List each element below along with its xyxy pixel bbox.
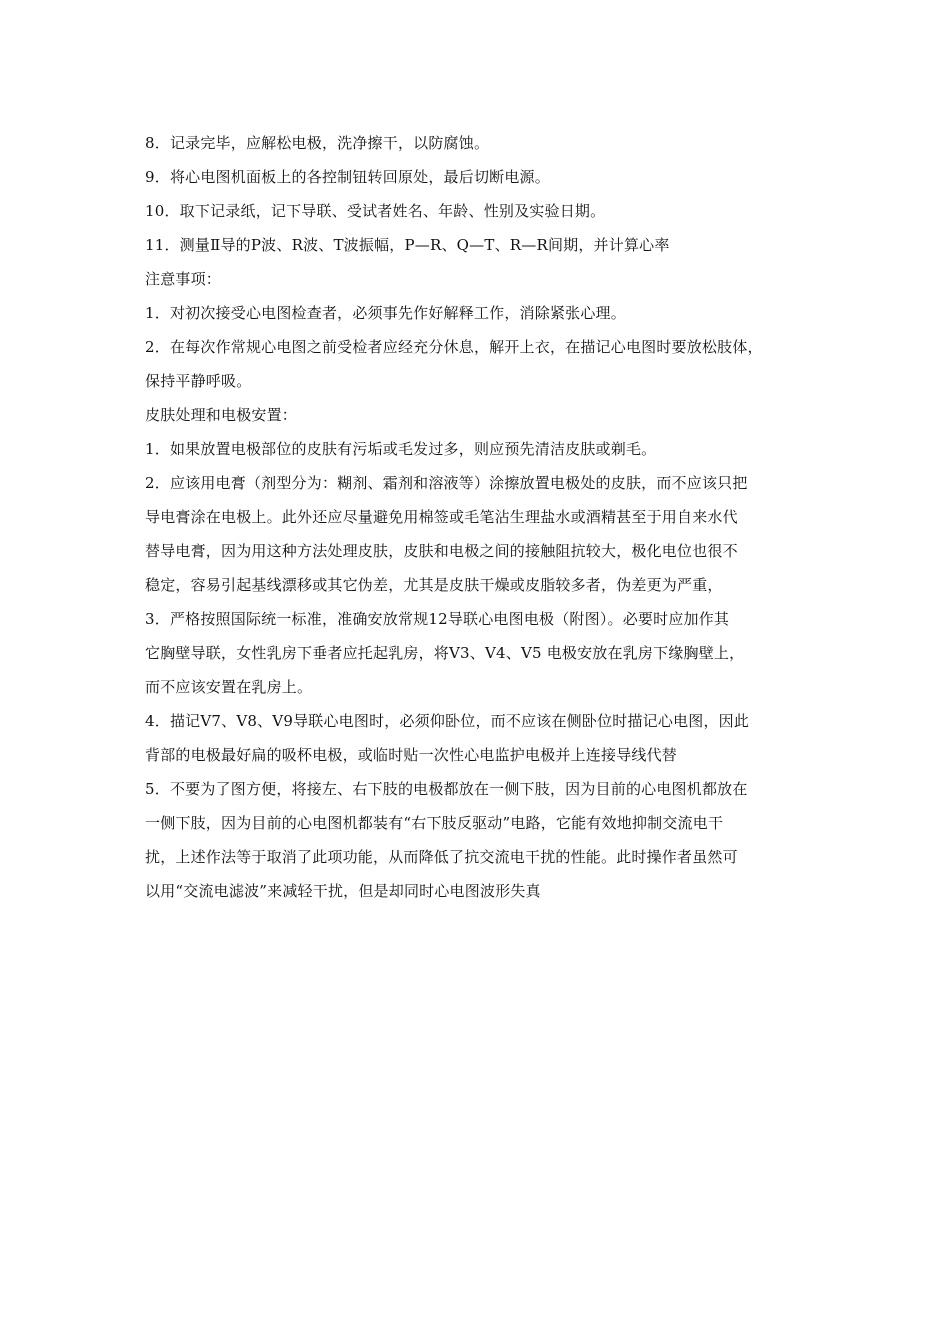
text-line: 它胸壁导联，女性乳房下垂者应托起乳房，将V3、V4、V5 电极安放在乳房下缘胸壁上，	[145, 644, 745, 662]
text-line: 1．如果放置电极部位的皮肤有污垢或毛发过多，则应预先清洁皮肤或剃毛。	[145, 440, 657, 458]
text-line: 一侧下肢，因为目前的心电图机都装有“右下肢反驱动”电路，它能有效地抑制交流电干	[145, 814, 724, 832]
text-line: 1．对初次接受心电图检查者，必须事先作好解释工作，消除紧张心理。	[145, 304, 626, 322]
section-heading-skin-electrode: 皮肤处理和电极安置：	[145, 406, 298, 424]
text-line: 扰，上述作法等于取消了此项功能，从而降低了抗交流电干扰的性能。此时操作者虽然可	[145, 848, 738, 866]
section-heading-precautions: 注意事项：	[145, 270, 222, 288]
text-line: 8．记录完毕，应解松电极，洗净擦干，以防腐蚀。	[145, 134, 490, 152]
text-line: 11．测量Ⅱ导的P波、R波、T波振幅，P—R、Q—T、R—R间期，并计算心率	[145, 236, 670, 254]
text-line: 9．将心电图机面板上的各控制钮转回原处，最后切断电源。	[145, 168, 550, 186]
text-line: 2．应该用电膏（剂型分为：糊剂、霜剂和溶液等）涂擦放置电极处的皮肤，而不应该只把	[145, 474, 748, 492]
text-line: 10．取下记录纸，记下导联、受试者姓名、年龄、性别及实验日期。	[145, 202, 606, 220]
text-line: 保持平静呼吸。	[145, 372, 252, 390]
text-line: 背部的电极最好扁的吸杯电极，或临时贴一次性心电监护电极并上连接导线代替	[145, 746, 678, 764]
text-line: 以用“交流电滤波”来减轻干扰，但是却同时心电图波形失真	[145, 882, 541, 900]
text-line: 而不应该安置在乳房上。	[145, 678, 313, 696]
document-body	[145, 126, 817, 908]
text-line: 5．不要为了图方便，将接左、右下肢的电极都放在一侧下肢，因为目前的心电图机都放在	[145, 780, 748, 798]
text-line: 导电膏涂在电极上。此外还应尽量避免用棉签或毛笔沾生理盐水或酒精甚至于用自来水代	[145, 508, 738, 526]
text-line: 2．在每次作常规心电图之前受检者应经充分休息，解开上衣，在描记心电图时要放松肢体，	[145, 338, 763, 356]
text-line: 4．描记V7、V8、V9导联心电图时，必须仰卧位，而不应该在侧卧位时描记心电图，因此	[145, 712, 750, 730]
text-line: 3．严格按照国际统一标准，准确安放常规12导联心电图电极（附图）。必要时应加作其	[145, 610, 730, 628]
text-line: 稳定，容易引起基线漂移或其它伪差，尤其是皮肤干燥或皮脂较多者，伪差更为严重，	[145, 576, 723, 594]
text-line: 替导电膏，因为用这种方法处理皮肤，皮肤和电极之间的接触阻抗较大，极化电位也很不	[145, 542, 738, 560]
